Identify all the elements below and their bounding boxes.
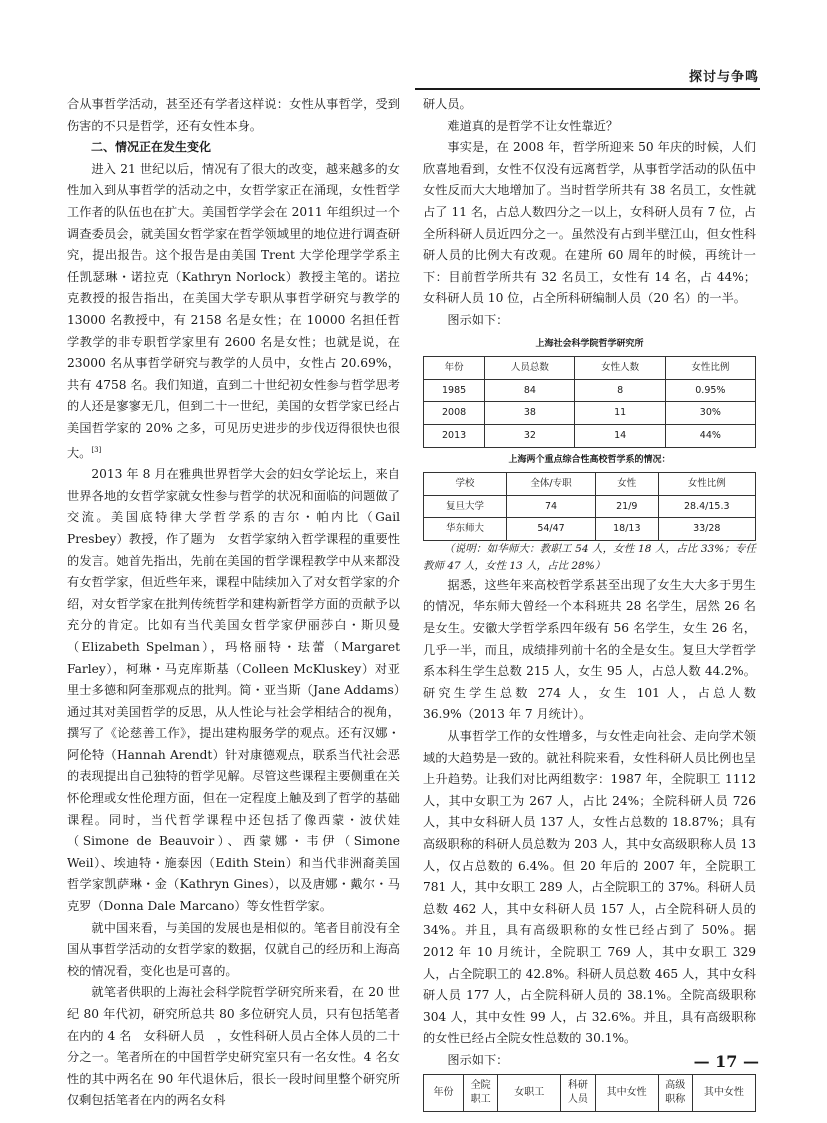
table-header-cell: 女性 xyxy=(596,473,658,496)
section-heading: 二、情况正在发生变化 xyxy=(91,140,212,155)
table-cell: 2013 xyxy=(424,424,485,447)
table-cell: 74 xyxy=(506,495,595,518)
figure-label: 图示如下： xyxy=(447,312,509,327)
table-cell: 14 xyxy=(575,424,665,447)
table-cell: 28.4/15.3 xyxy=(658,495,755,518)
table-cell: 华东师大 xyxy=(424,518,507,541)
table-header-cell: 女性人数 xyxy=(575,357,665,380)
table-cell: 54/47 xyxy=(506,518,595,541)
table-header-cell: 女性比例 xyxy=(658,473,755,496)
table-header-cell: 全体/专职 xyxy=(506,473,595,496)
paragraph: 从事哲学工作的女性增多，与女性走向社会、走向学术领域的大趋势是一致的。就社科院来看，女性科研人员比例也呈上升趋势。让我们对比两组数字：1987 年，全院职工 1112 人，其中女职工为 267 人，占比 24%；全院科研人员 726 人，其中女科研人员 137 人，女性占总数的 18.87%；具有高级职称的科研人员总数为 203 人，其中女高级职称人员 13 人，仅占总数的 6.4%。但 20 年后的 2007 年，全院职工 781 人，其中女职工 289 人，占全院职工的 37%。科研人员总数 462 人，其中女科研人员 157 人，占全院科研人员的 34%。并且，具有高级职称的女性已经占到了 50%。据 2012 年 10 月统计，全院职工 769 人，其中女职工 329 人，占全院职工的 42.8%。科研人员总数 465 人，其中女科研人员 177 人，占全院科研人员的 38.1%。全院高级职称 304 人，其中女性 99 人，占 32.6%。并且，具有高级职称的女性已经占全院女性总数的 30.1%。 xyxy=(423,729,756,1046)
paragraph: 就中国来看，与美国的发展也是相似的。笔者目前没有全国从事哲学活动的女哲学家的数据，仅就自己的经历和上海高校的情况看，变化也是可喜的。 xyxy=(67,920,400,978)
table-header-row xyxy=(424,357,756,380)
paragraph: 据悉，这些年来高校哲学系甚至出现了女生大大多于男生的情况，华东师大曾经一个本科班共 28 名学生，居然 26 名是女生。安徽大学哲学系四年级有 56 名学生，女生 26 名，几乎一半，而且，成绩排列前十名的全是女生。复旦大学哲学系本科生学生总数 215 人，女生 95 人，占总人数 44.2%。研究生学生总数 274 人，女生 101 人，占总人数 36.9%（2013 年 7 月统计）。 xyxy=(423,577,756,722)
table-cell: 复旦大学 xyxy=(424,495,507,518)
paragraph: 难道真的是哲学不让女性靠近？ xyxy=(447,118,619,133)
table-header-cell: 其中女性 xyxy=(595,1074,658,1111)
table-header-cell: 全院职工 xyxy=(464,1074,498,1111)
paragraph: 合从事哲学活动，甚至还有学者这样说：女性从事哲学，受到伤害的不只是哲学，还有女性本身。 xyxy=(67,97,400,133)
table-cell: 30% xyxy=(665,402,755,425)
table-row xyxy=(424,379,756,402)
figure-label: 图示如下： xyxy=(447,1052,509,1067)
page-header xyxy=(0,0,827,100)
table-cell: 2008 xyxy=(424,402,485,425)
table-header-cell: 年份 xyxy=(424,357,485,380)
table-header-cell: 年份 xyxy=(424,1074,464,1111)
table-row xyxy=(424,424,756,447)
university-dept-table xyxy=(423,472,756,541)
table-header-cell: 人员总数 xyxy=(485,357,575,380)
right-column xyxy=(423,94,756,1112)
table-cell: 21/9 xyxy=(596,495,658,518)
table-cell: 18/13 xyxy=(596,518,658,541)
table-cell: 44% xyxy=(665,424,755,447)
table-cell: 0.95% xyxy=(665,379,755,402)
table-row xyxy=(424,402,756,425)
table-header-cell: 科研人员 xyxy=(561,1074,595,1111)
left-column xyxy=(67,94,413,1112)
table-cell: 32 xyxy=(485,424,575,447)
paragraph xyxy=(67,159,400,464)
table-cell: 84 xyxy=(485,379,575,402)
paragraph: 事实是，在 2008 年，哲学所迎来 50 年庆的时候，人们欣喜地看到，女性不仅没有远离哲学，从事哲学活动的队伍中女性反而大大地增加了。当时哲学所共有 38 名员工，女性就占了 11 名，占总人数四分之一以上，女科研人员有 7 位，占全所科研人员近四分之一。虽然没有占到半壁江山，但女性科研人员的比例大有改观。在建所 60 周年的时候，再统计一下：目前哲学所共有 32 名员工，女性有 14 名，占 44%；女科研人员 10 位，占全所科研编制人员（20 名）的一半。 xyxy=(423,140,756,306)
table-header-cell: 高级职称 xyxy=(658,1074,692,1111)
table-header-cell: 学校 xyxy=(424,473,507,496)
institute-staff-table xyxy=(423,356,756,447)
table-header-cell: 女职工 xyxy=(498,1074,561,1111)
table-cell: 11 xyxy=(575,402,665,425)
paragraph: 就笔者供职的上海社会科学院哲学研究所来看，在 20 世纪 80 年代初，研究所总共 80 多位研究人员，只有包括笔者在内的 4 名 女科研人员 ，女性科研人员占全体人员的二十分之一。笔者所在的中国哲学史研究室只有一名女性。4 名女性的其中两名在 90 年代退休后，很长一段时间里整个研究所仅剩包括笔者在内的两名女科 xyxy=(67,985,400,1108)
table-cell: 38 xyxy=(485,402,575,425)
header-rule xyxy=(415,88,760,90)
academy-staff-table xyxy=(423,1074,756,1112)
table-caption: 上海社会科学院哲学研究所 xyxy=(535,338,644,349)
table-header-row xyxy=(424,473,756,496)
table-caption: 上海两个重点综合性高校哲学系的情况： xyxy=(508,454,671,465)
table-header-cell: 女性比例 xyxy=(665,357,755,380)
paragraph: 2013 年 8 月在雅典世界哲学大会的妇女学论坛上，来自世界各地的女哲学家就女性参与哲学的状况和面临的问题做了交流。美国底特律大学哲学系的吉尔・帕内比（Gail Presbey）教授，作了题为 女哲学家纳入哲学课程的重要性 的发言。她首先指出，先前在美国的哲学课程教学中从来都没有女哲学家，但近些年来，课程中陆续加入了对女哲学家的介绍，对女哲学家在批判传统哲学和建构新哲学方面的贡献予以充分的肯定。比如有当代美国女哲学家伊丽莎白・斯贝曼（Elizabeth Spelman），玛格丽特・珐蕾（Margaret Farley），柯琳・马克库斯基（Colleen McKluskey）对亚里士多德和阿奎那观点的批判。简・亚当斯（Jane Addams）通过其对美国哲学的反思，从人性论与社会学相结合的视角，撰写了《论慈善工作》，提出建构服务学的观点。还有汉娜・阿伦特（Hannah Arendt）针对康德观点，联系当代社会恶的表现提出自己独特的哲学见解。尽管这些课程主要侧重在关怀伦理或女性伦理方面，但在一定程度上触及到了哲学的基础课程。同时，当代哲学课程中还包括了像西蒙・波伏娃（Simone de Beauvoir）、西蒙娜・韦伊（Simone Weil）、埃迪特・施泰因（Edith Stein）和当代非洲裔美国哲学家凯萨琳・金（Kathryn Gines），以及唐娜・戴尔・马克罗（Donna Dale Marcano）等女性哲学家。 xyxy=(67,467,413,914)
table-header-row xyxy=(424,1074,756,1111)
table-row xyxy=(424,495,756,518)
table-cell: 1985 xyxy=(424,379,485,402)
table-row xyxy=(424,518,756,541)
page-number: — 17 — xyxy=(693,1052,759,1071)
table-cell: 33/28 xyxy=(658,518,755,541)
reference-marker: [3] xyxy=(91,445,102,454)
table-note: （说明：如华师大：教职工 54 人，女性 18 人，占比 33%；专任教师 47 人，女性 13 人，占比 28%） xyxy=(423,542,756,572)
paragraph: 研人员。 xyxy=(423,97,472,111)
table-header-cell: 其中女性 xyxy=(692,1074,755,1111)
section-title: 探讨与争鸣 xyxy=(688,70,759,85)
table-cell: 8 xyxy=(575,379,665,402)
paragraph-text: 进入 21 世纪以后，情况有了很大的改变，越来越多的女性加入到从事哲学的活动之中，女哲学家正在涌现，女性哲学工作者的队伍也在扩大。美国哲学学会在 2011 年组织过一个调查委员会，就美国女哲学家在哲学领域里的地位进行调查研究，提出报告。这个报告是由美国 Trent 大学伦理学学系主任凯瑟琳・诺拉克（Kathryn Norlock）教授主笔的。诺拉克教授的报告指出，在美国大学专职从事哲学研究与教学的 13000 名教授中，有 2158 名是女性；在 10000 名担任哲学教学的非专职哲学家里有 2600 名是女性；也就是说，在 23000 名从事哲学研究与教学的人员中，女性占 20.69%，共有 4758 名。我们知道，直到二十世纪初女性参与哲学思考的人还是寥寥无几，但到二十一世纪，美国的女哲学家已经占美国哲学家的 20% 之多，可见历史进步的步伐迈得很快也很大。 xyxy=(67,161,400,460)
